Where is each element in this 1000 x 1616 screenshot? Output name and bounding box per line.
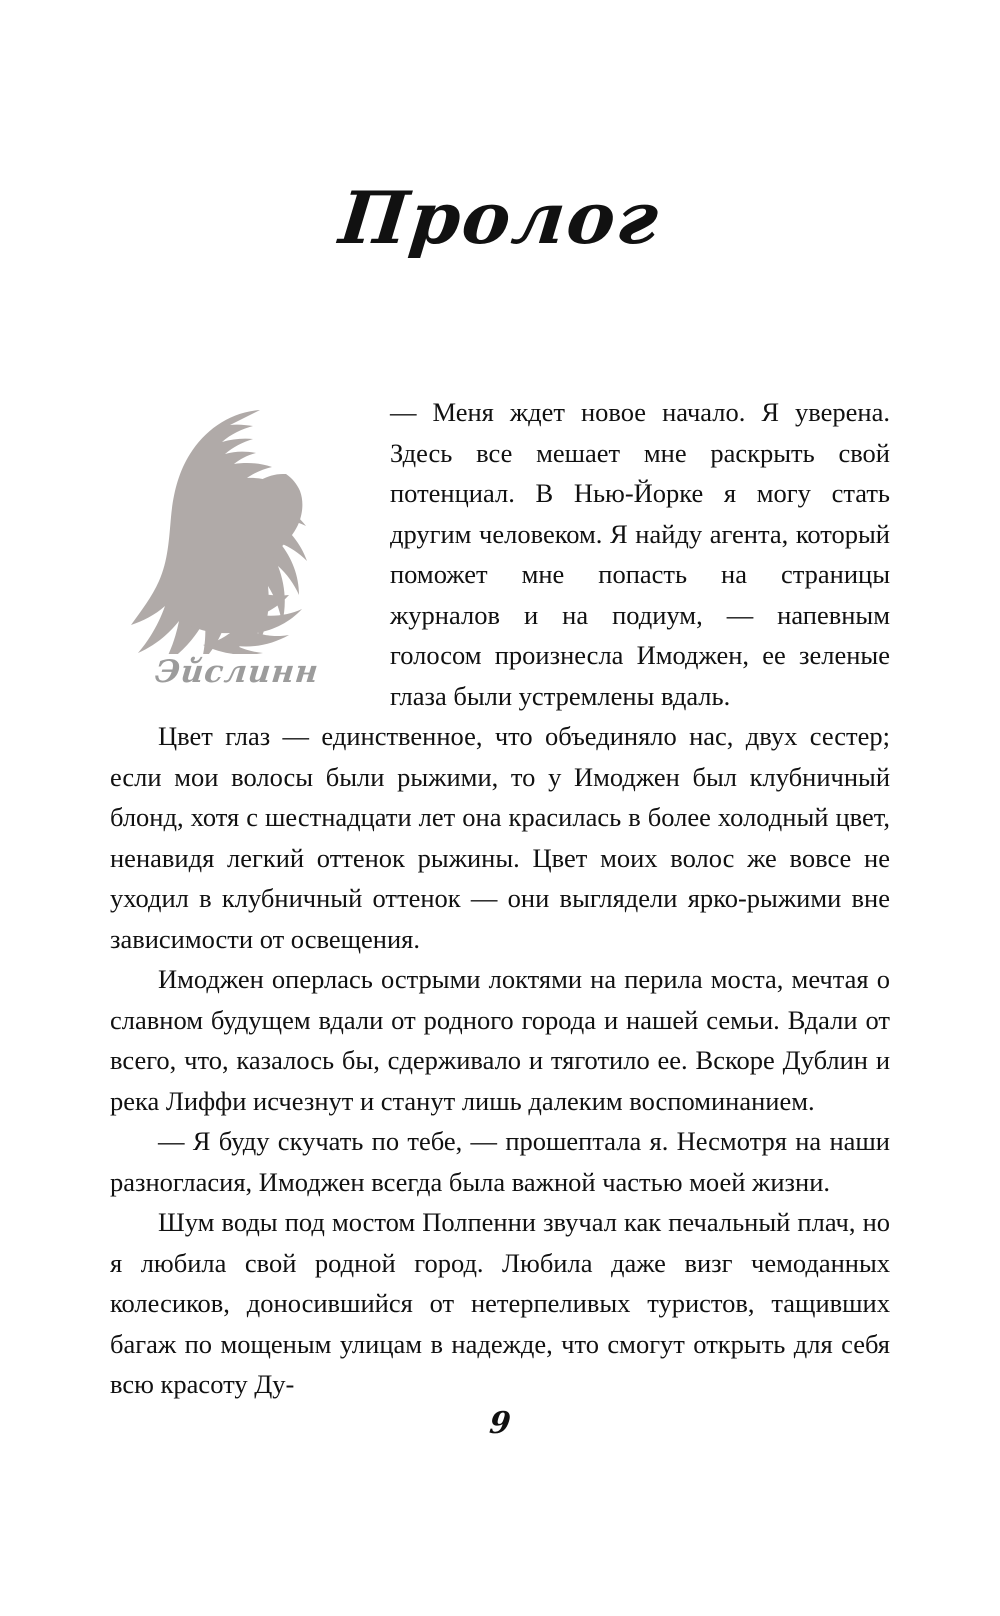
- woman-with-long-hair-silhouette-icon: [110, 392, 350, 654]
- paragraph: Имоджен оперлась острыми локтями на перила моста, мечтая о славном будущем вдали от родного города и нашей семьи. Вдали от всего, что, казалось бы, сдерживало и тяготило ее. Вскоре Дублин и река Лиффи исчезнут и станут лишь далеким воспоминанием.: [110, 964, 890, 1116]
- paragraph: — Я буду скучать по тебе, — прошептала я. Несмотря на наши разногласия, Имоджен всегда была важной частью моей жизни.: [110, 1126, 890, 1197]
- illustration-caption: Эйслинн: [153, 654, 321, 690]
- paragraph: Шум воды под мостом Полпенни звучал как печальный плач, но я любила свой родной город. Любила даже визг чемоданных колесиков, доносившийся от нетерпеливых туристов, тащивших багаж по мощеным улицам в надежде, что смогут открыть для себя всю красоту Ду-: [110, 1207, 890, 1399]
- page-number: 9: [487, 1406, 513, 1441]
- paragraph: Цвет глаз — единственное, что объединяло нас, двух сестер; если мои волосы были рыжими, то у Имоджен был клубничный блонд, хотя с шестнадцати лет она красилась в более холодный цвет, ненавидя легкий оттенок рыжины. Цвет моих волос же вовсе не уходил в клубничный оттенок — они выглядели ярко-рыжими вне зависимости от освещения.: [110, 721, 890, 954]
- paragraph: — Меня ждет новое начало. Я уверена. Здесь все мешает мне раскрыть свой потенциал. В Нью-Йорке я могу стать другим человеком. Я найду агента, который поможет мне попасть на страницы журналов и на подиум, — напевным голосом произнесла Имоджен, ее зеленые глаза были устремлены вдаль.: [390, 397, 890, 711]
- chapter-title: Пролог: [335, 175, 665, 260]
- chapter-illustration: [110, 392, 372, 712]
- text-column: [110, 392, 890, 1405]
